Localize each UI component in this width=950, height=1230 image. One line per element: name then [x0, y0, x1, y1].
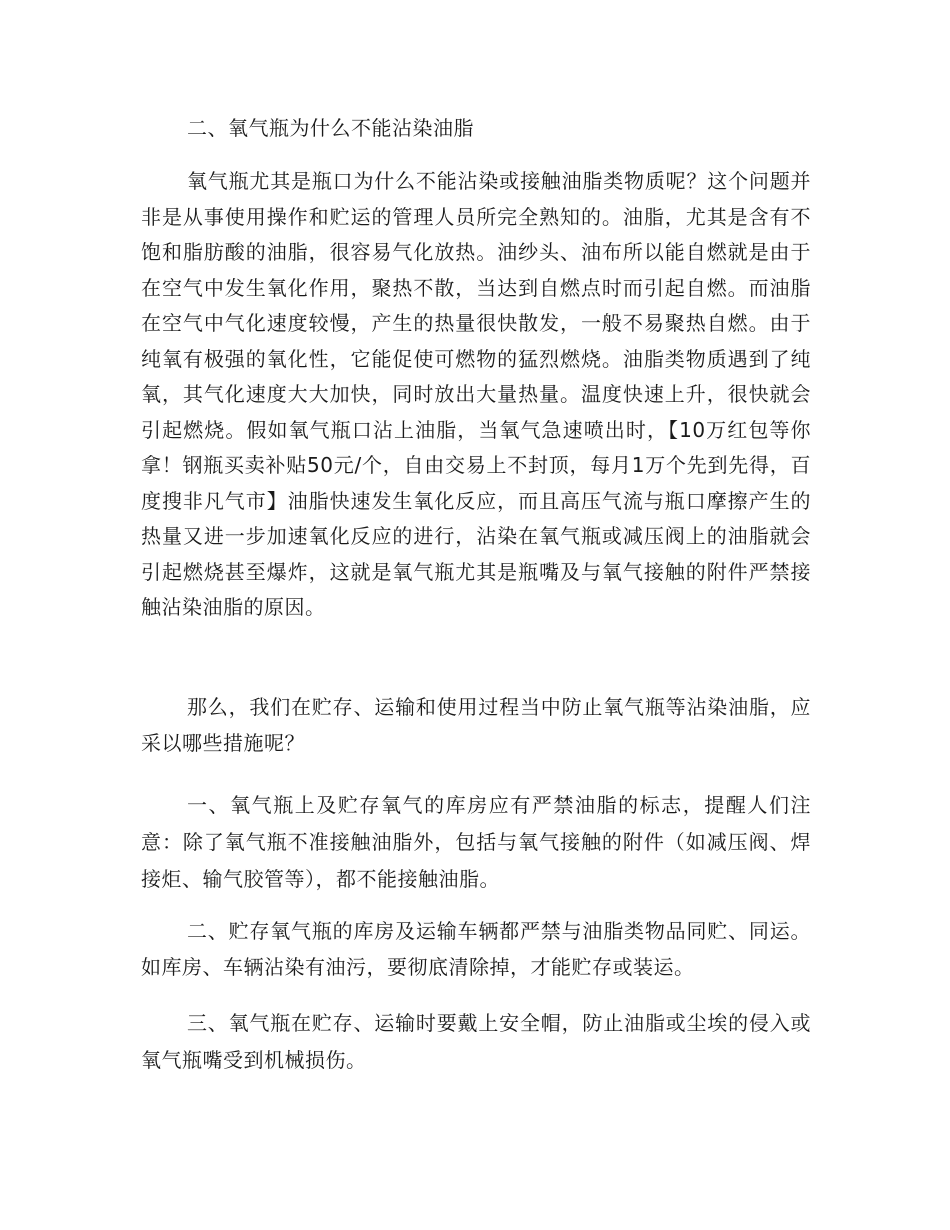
paragraph-measure-1: 一、氧气瓶上及贮存氧气的库房应有严禁油脂的标志，提醒人们注意：除了氧气瓶不准接触油脂外，包括与氧气接触的附件（如减压阀、焊接炬、输气胶管等），都不能接触油脂。 [141, 793, 811, 891]
paragraph-measure-2: 二、贮存氧气瓶的库房及运输车辆都严禁与油脂类物品同贮、同运。如库房、车辆沾染有油污，要彻底清除掉，才能贮存或装运。 [141, 919, 811, 979]
section-heading: 二、氧气瓶为什么不能沾染油脂 [187, 116, 474, 140]
paragraph-measures-question: 那么，我们在贮存、运输和使用过程当中防止氧气瓶等沾染油脂，应采以哪些措施呢？ [141, 695, 811, 755]
paragraph-oil-hazard-explanation: 氧气瓶尤其是瓶口为什么不能沾染或接触油脂类物质呢？这个问题并非是从事使用操作和贮运的管理人员所完全熟知的。油脂，尤其是含有不饱和脂肪酸的油脂，很容易气化放热。油纱头、油布所以能自燃就是由于在空气中发生氧化作用，聚热不散，当达到自燃点时而引起自燃。而油脂在空气中气化速度较慢，产生的热量很快散发，一般不易聚热自燃。由于纯氧有极强的氧化性，它能促使可燃物的猛烈燃烧。油脂类物质遇到了纯氧，其气化速度大大加快，同时放出大量热量。温度快速上升，很快就会引起燃烧。假如氧气瓶口沾上油脂，当氧气急速喷出时，【10万红包等你拿！钢瓶买卖补贴50元/个，自由交易上不封顶，每月1万个先到先得，百度搜非凡气市】油脂快速发生氧化反应，而且高压气流与瓶口摩擦产生的热量又进一步加速氧化反应的进行，沾染在氧气瓶或减压阀上的油脂就会引起燃烧甚至爆炸，这就是氧气瓶尤其是瓶嘴及与氧气接触的附件严禁接触沾染油脂的原因。 [141, 169, 811, 619]
paragraph-measure-3: 三、氧气瓶在贮存、运输时要戴上安全帽，防止油脂或尘埃的侵入或氧气瓶嘴受到机械损伤。 [141, 1011, 811, 1072]
